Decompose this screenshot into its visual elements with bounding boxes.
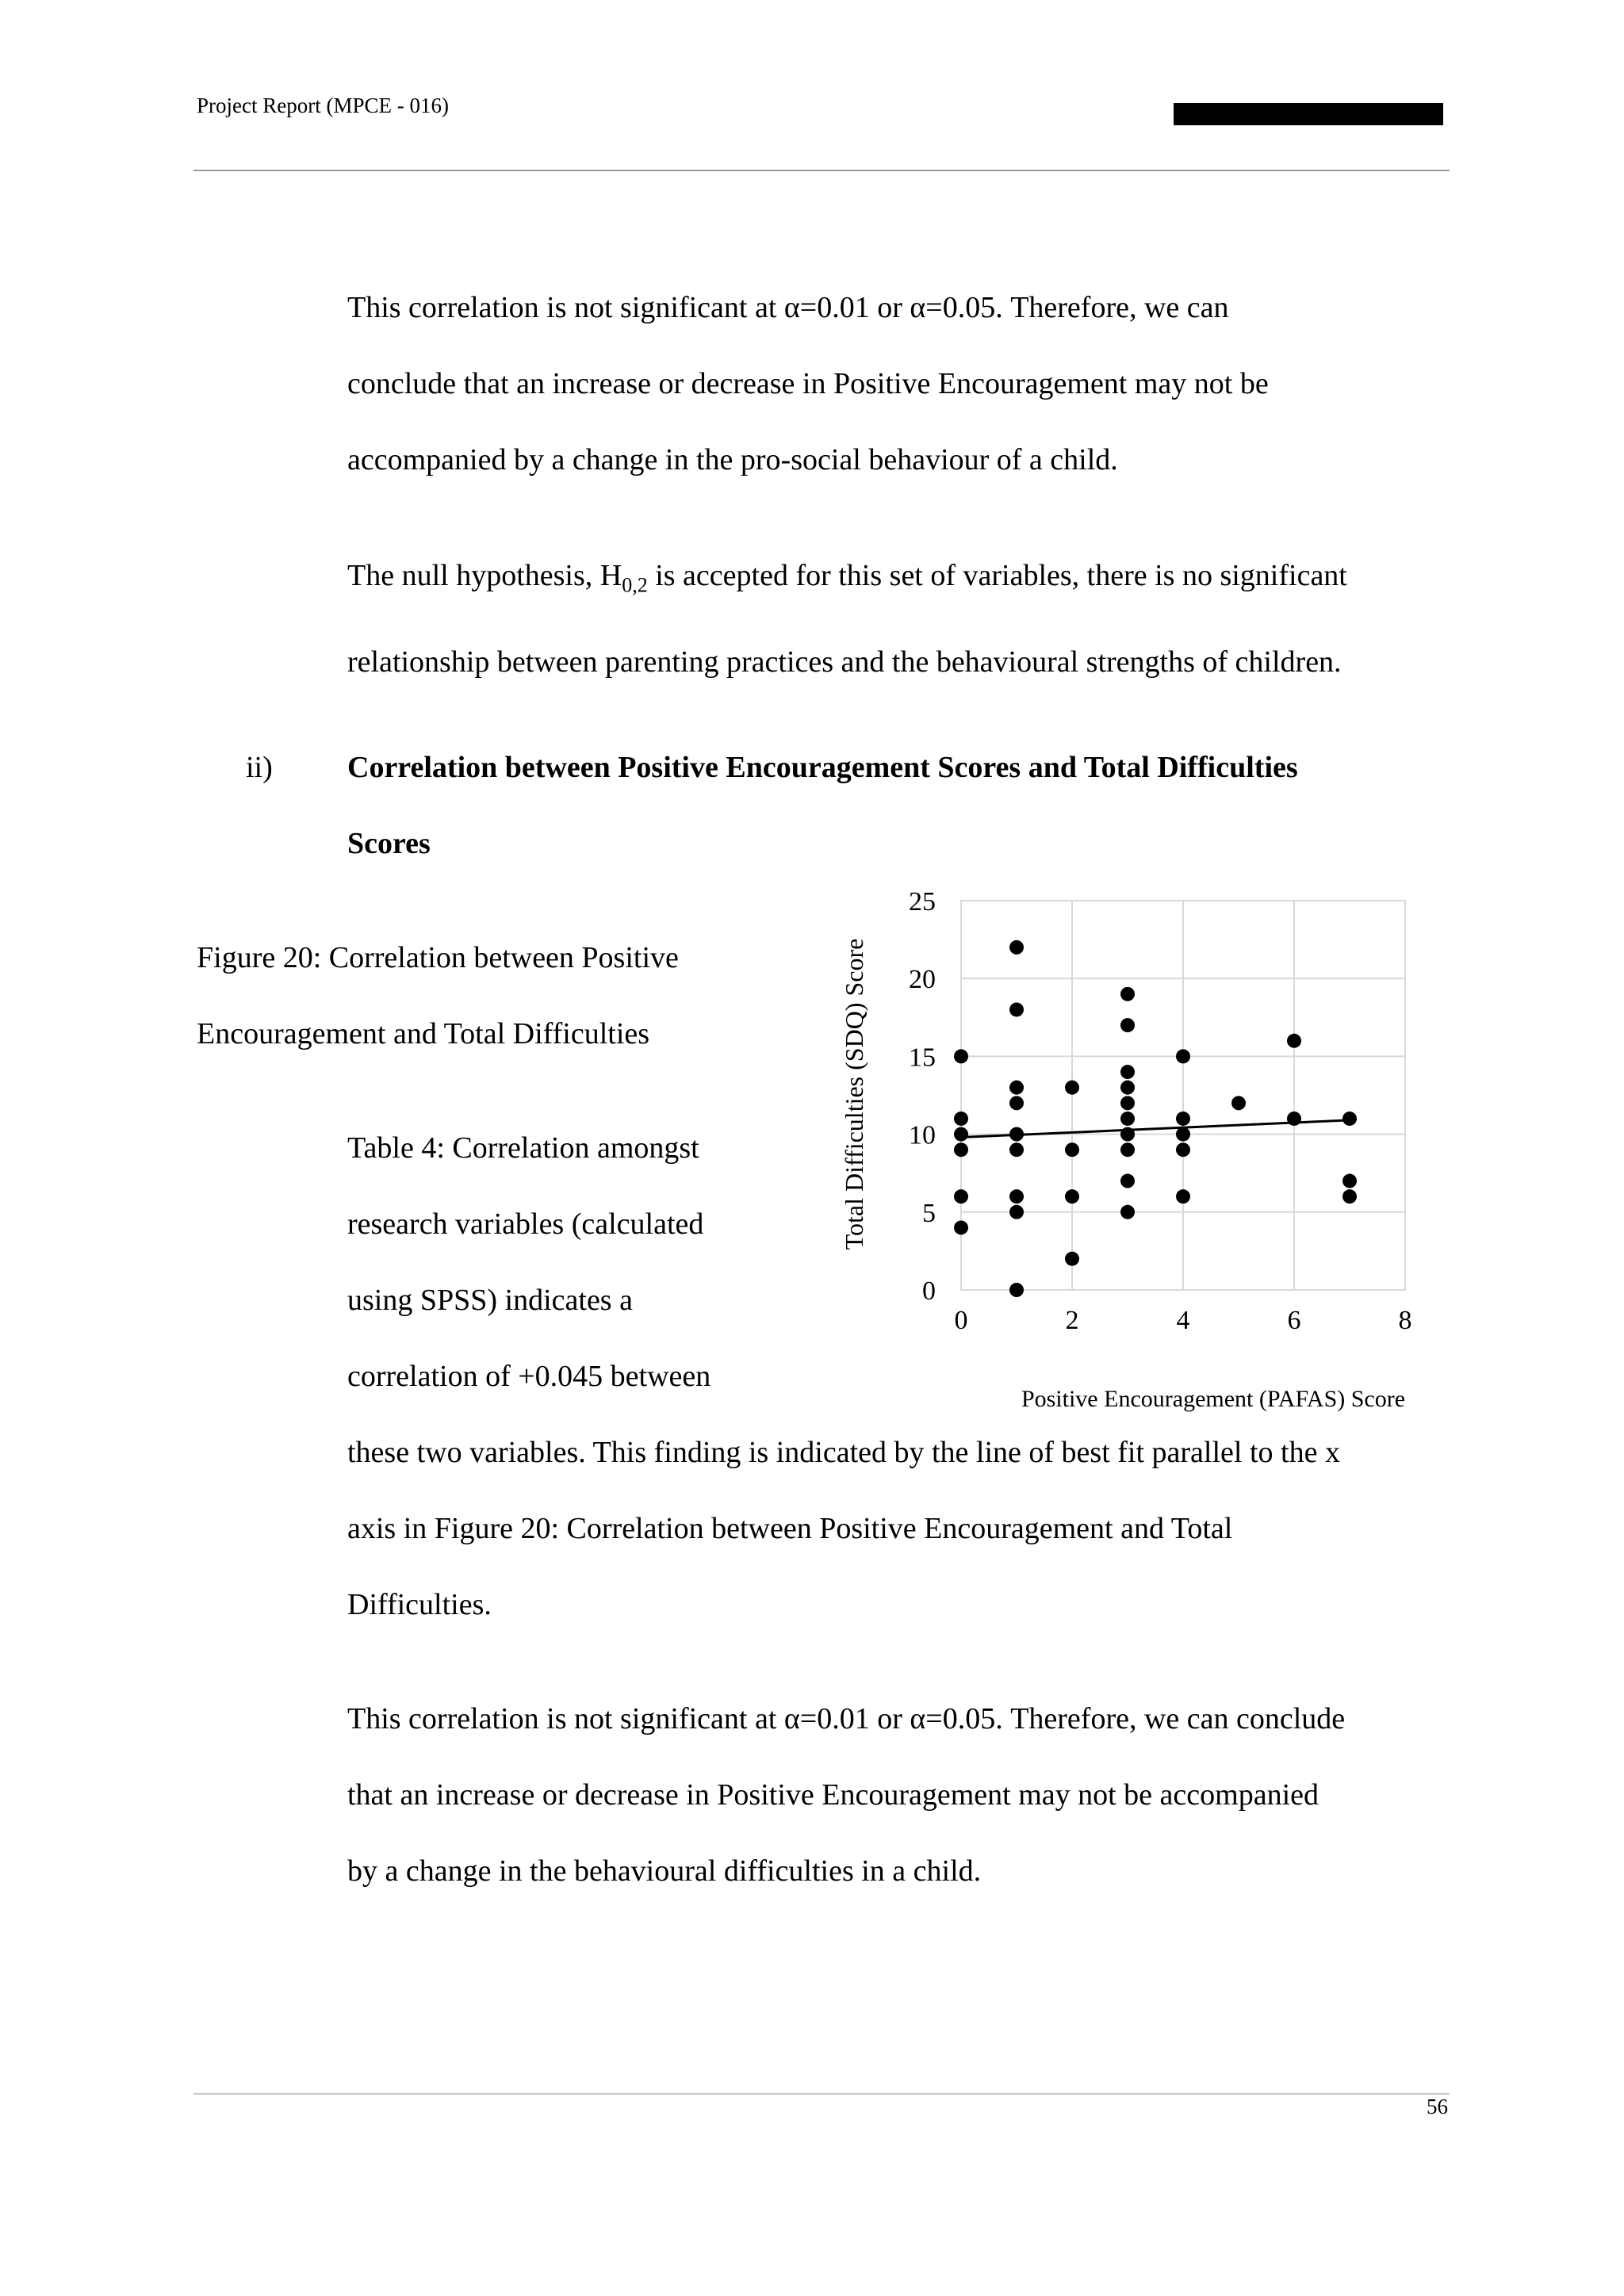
data-point xyxy=(1120,1065,1135,1079)
data-point xyxy=(1065,1252,1079,1266)
scatter-chart xyxy=(825,872,1459,1427)
paragraph-1 xyxy=(347,270,1269,498)
data-point xyxy=(1342,1112,1357,1126)
y-axis-title: Total Difficulties (SDQ) Score xyxy=(840,938,868,1250)
figure-caption-line: Figure 20: Correlation between Positive xyxy=(197,941,679,974)
y-tick-label: 15 xyxy=(909,1043,936,1073)
data-point xyxy=(954,1112,968,1126)
table-note-line: correlation of +0.045 between xyxy=(347,1360,711,1393)
y-tick-label: 20 xyxy=(909,965,936,995)
table-note xyxy=(347,1110,710,1414)
data-point xyxy=(954,1220,968,1234)
y-tick-label: 10 xyxy=(909,1120,936,1150)
x-tick-label: 4 xyxy=(1176,1306,1190,1335)
data-point xyxy=(1009,1205,1024,1219)
text-span: is accepted for this set of variables, there is no significant xyxy=(647,559,1347,592)
data-point xyxy=(1120,1096,1135,1110)
data-point xyxy=(1176,1112,1190,1126)
paragraph-line: conclude that an increase or decrease in Positive Encouragement may not be xyxy=(347,367,1269,400)
data-point xyxy=(1120,1018,1135,1032)
data-point xyxy=(1009,1002,1024,1016)
data-point xyxy=(1231,1096,1246,1110)
figure-caption xyxy=(197,920,679,1072)
data-point xyxy=(1120,1174,1135,1188)
data-point xyxy=(1287,1112,1301,1126)
data-point xyxy=(1342,1174,1357,1188)
data-point xyxy=(1009,1142,1024,1157)
page-number: 56 xyxy=(1427,2095,1448,2118)
text-span: The null hypothesis, H xyxy=(347,559,622,592)
data-point xyxy=(1065,1081,1079,1095)
redacted-bar xyxy=(1174,103,1443,125)
header-rule xyxy=(193,170,1450,171)
data-point xyxy=(954,1189,968,1203)
data-point xyxy=(1342,1189,1357,1203)
paragraph-2 xyxy=(347,538,1347,700)
y-tick-label: 0 xyxy=(922,1276,936,1306)
data-point xyxy=(1120,1081,1135,1095)
data-point xyxy=(1065,1189,1079,1203)
data-point xyxy=(1009,1127,1024,1142)
paragraph-line: by a change in the behavioural difficulties in a child. xyxy=(347,1854,982,1888)
paragraph-4 xyxy=(347,1681,1345,1909)
data-point xyxy=(954,1127,968,1142)
x-axis-title: Positive Encouragement (PAFAS) Score xyxy=(1021,1386,1406,1412)
data-point xyxy=(1009,1081,1024,1095)
paragraph-line: relationship between parenting practices and the behavioural strengths of children. xyxy=(347,645,1342,679)
paragraph-line: This correlation is not significant at α=0.01 or α=0.05. Therefore, we can xyxy=(347,291,1229,324)
x-tick-label: 2 xyxy=(1065,1306,1079,1335)
data-point xyxy=(1120,1205,1135,1219)
data-point xyxy=(1009,1283,1024,1297)
y-tick-label: 5 xyxy=(922,1198,936,1228)
y-tick-label: 25 xyxy=(909,887,936,916)
table-note-line: Table 4: Correlation amongst xyxy=(347,1131,699,1165)
paragraph-line: accompanied by a change in the pro-social behaviour of a child. xyxy=(347,443,1118,476)
data-point xyxy=(1120,1142,1135,1157)
paragraph-3 xyxy=(347,1414,1340,1643)
paragraph-line: axis in Figure 20: Correlation between Positive Encouragement and Total xyxy=(347,1512,1233,1545)
header-title: Project Report (MPCE - 016) xyxy=(197,94,449,117)
paragraph-line xyxy=(347,538,1347,624)
table-note-line: using SPSS) indicates a xyxy=(347,1284,633,1317)
data-point xyxy=(1176,1142,1190,1157)
table-note-line: research variables (calculated xyxy=(347,1207,704,1241)
data-point xyxy=(1176,1049,1190,1063)
figure-caption-line: Encouragement and Total Difficulties xyxy=(197,1017,650,1050)
paragraph-line: these two variables. This finding is indicated by the line of best fit parallel to the x xyxy=(347,1436,1340,1469)
paragraph-line: Difficulties. xyxy=(347,1588,492,1621)
data-point xyxy=(954,1049,968,1063)
data-point xyxy=(1176,1127,1190,1142)
section-title xyxy=(347,729,1298,882)
x-tick-label: 0 xyxy=(954,1306,968,1335)
section-number: ii) xyxy=(246,751,273,784)
section-title-line: Scores xyxy=(347,827,431,860)
data-point xyxy=(1009,940,1024,955)
x-tick-label: 8 xyxy=(1398,1306,1412,1335)
data-point xyxy=(954,1142,968,1157)
data-point xyxy=(1120,1127,1135,1142)
data-point xyxy=(1287,1034,1301,1048)
section-title-line: Correlation between Positive Encouragement Scores and Total Difficulties xyxy=(347,751,1298,784)
subscript: 0,2 xyxy=(622,573,648,597)
paragraph-line: This correlation is not significant at α=0.01 or α=0.05. Therefore, we can conclude xyxy=(347,1702,1346,1735)
data-point xyxy=(1120,1112,1135,1126)
x-tick-label: 6 xyxy=(1287,1306,1301,1335)
data-point xyxy=(1176,1189,1190,1203)
footer-rule xyxy=(193,2093,1450,2095)
data-point xyxy=(1009,1096,1024,1110)
data-point xyxy=(1120,987,1135,1001)
data-point xyxy=(1065,1142,1079,1157)
paragraph-line: that an increase or decrease in Positive Encouragement may not be accompanied xyxy=(347,1778,1319,1812)
data-point xyxy=(1009,1189,1024,1203)
